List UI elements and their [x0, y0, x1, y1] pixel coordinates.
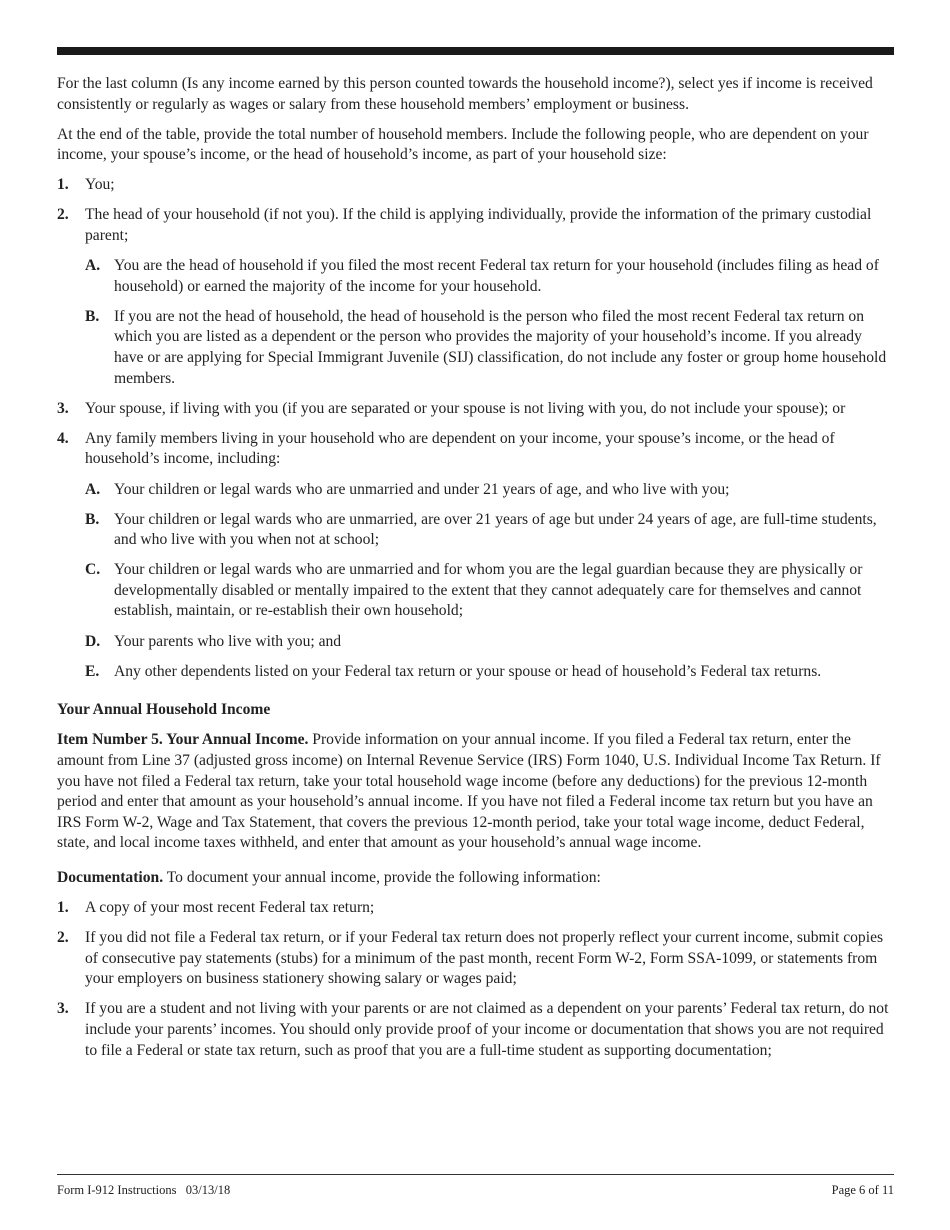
documentation-label: Documentation.: [57, 868, 164, 886]
item-5-paragraph: [57, 730, 895, 854]
item-letter: E.: [85, 662, 100, 680]
item-letter: C.: [85, 561, 101, 579]
item-number: 4.: [57, 429, 69, 447]
intro-paragraph-2: At the end of the table, provide the total number of household members. Include the following people, who are dependent on your income, your spouse’s income, or the head of household’s income, as part of your household size:: [57, 125, 869, 164]
list-item: [57, 928, 895, 990]
list-item: [57, 999, 895, 1061]
sub-list-item: [85, 632, 895, 653]
item-text: If you are a student and not living with your parents or are not claimed as a dependent on your parents’ Federal tax return, do not include your parents’ incomes. You should only provide proof of your income or documentation that shows you are not required to file a Federal or state tax return, such as proof that you are a full-time student as supporting documentation;: [85, 1000, 889, 1059]
list-item: [57, 898, 895, 919]
item-text: You are the head of household if you filed the most recent Federal tax return for your household (includes filing as head of household) or earned the majority of the income for your household.: [114, 257, 879, 295]
item-number: 3.: [57, 399, 69, 417]
top-rule: [57, 47, 894, 55]
item-text: Your children or legal wards who are unmarried and under 21 years of age, and who live with you;: [114, 480, 730, 498]
item-letter: A.: [85, 480, 101, 498]
sub-list-item: [85, 256, 895, 297]
item-text: You;: [85, 176, 115, 194]
sub-list-item: [85, 307, 895, 389]
item-letter: B.: [85, 510, 100, 528]
list-item: [57, 205, 895, 246]
item-number: 1.: [57, 176, 69, 194]
item-number: 2.: [57, 206, 69, 224]
documentation-text: To document your annual income, provide the following information:: [163, 868, 601, 886]
sub-list-item: [85, 510, 895, 551]
item-letter: D.: [85, 632, 101, 650]
list-item: [57, 399, 895, 420]
documentation-paragraph: [57, 868, 895, 889]
item-text: Your children or legal wards who are unmarried, are over 21 years of age but under 24 years of age, are full-time students, and who live with you when not at school;: [114, 510, 877, 549]
item-5-label: Item Number 5. Your Annual Income.: [57, 731, 309, 749]
intro-paragraph-1: For the last column (Is any income earned by this person counted towards the household income?), select yes if income is received consistently or regularly as wages or salary from these household members’ employment or business.: [57, 75, 873, 113]
item-number: 1.: [57, 899, 69, 916]
footer-page-number: Page 6 of 11: [831, 1183, 894, 1197]
item-text: Your parents who live with you; and: [114, 632, 342, 650]
item-text: Any other dependents listed on your Federal tax return or your spouse or head of household’s Federal tax returns.: [114, 662, 822, 680]
item-text: The head of your household (if not you). If the child is applying individually, provide the information of the primary custodial parent;: [85, 206, 872, 245]
item-text: If you did not file a Federal tax return, or if your Federal tax return does not properly reflect your current income, submit copies of consecutive pay statements (stubs) for a minimum of the past month, recent Form W-2, Form SSA-1099, or statements from your employers on business stationery showing salary or wages paid;: [85, 929, 884, 988]
item-text: Your spouse, if living with you (if you are separated or your spouse is not living with you, do not include your spouse); or: [85, 399, 846, 417]
item-text: Your children or legal wards who are unmarried and for whom you are the legal guardian because they are physically or developmentally disabled or mentally impaired to the extent that they cannot adequately care for themselves and cannot establish, maintain, or re-establish their own household;: [114, 561, 863, 620]
item-number: 3.: [57, 1000, 69, 1018]
item-5-text: Provide information on your annual income. If you filed a Federal tax return, enter the amount from Line 37 (adjusted gross income) on Internal Revenue Service (IRS) Form 1040, U.S. Individual Income Tax Return. If you have not filed a Federal tax return, take your total household wage income (before any deductions) for the previous 12-month period and enter that amount as your household’s annual income. If you have not filed a Federal income tax return but you have an IRS Form W-2, Wage and Tax Statement, that covers the previous 12-month period, take your total wage income, deduct Federal, state, and local income taxes withheld, and enter that amount as your household’s annual wage income.: [57, 731, 881, 852]
footer-rule: [57, 1174, 894, 1175]
item-text: Any family members living in your household who are dependent on your income, your spouse’s income, or the head of household’s income, including:: [85, 429, 835, 468]
sub-list-item: [85, 662, 895, 683]
section-heading: Your Annual Household Income: [57, 701, 271, 719]
footer-form-name: Form I-912 Instructions 03/13/18: [57, 1183, 231, 1197]
item-text: If you are not the head of household, the head of household is the person who filed the most recent Federal tax return on which you are listed as a dependent or the person who provides the majority of your household’s income. If you already have or are applying for Special Immigrant Juvenile (SIJ) classification, do not include any foster or group home household members.: [114, 307, 887, 387]
list-item: [57, 175, 895, 196]
item-letter: B.: [85, 307, 100, 325]
item-letter: A.: [85, 257, 101, 275]
page-content: [57, 74, 895, 1071]
item-number: 2.: [57, 929, 69, 947]
sub-list-item: [85, 480, 895, 501]
sub-list-item: [85, 560, 895, 622]
list-item: [57, 429, 895, 470]
item-text: A copy of your most recent Federal tax return;: [85, 899, 375, 916]
